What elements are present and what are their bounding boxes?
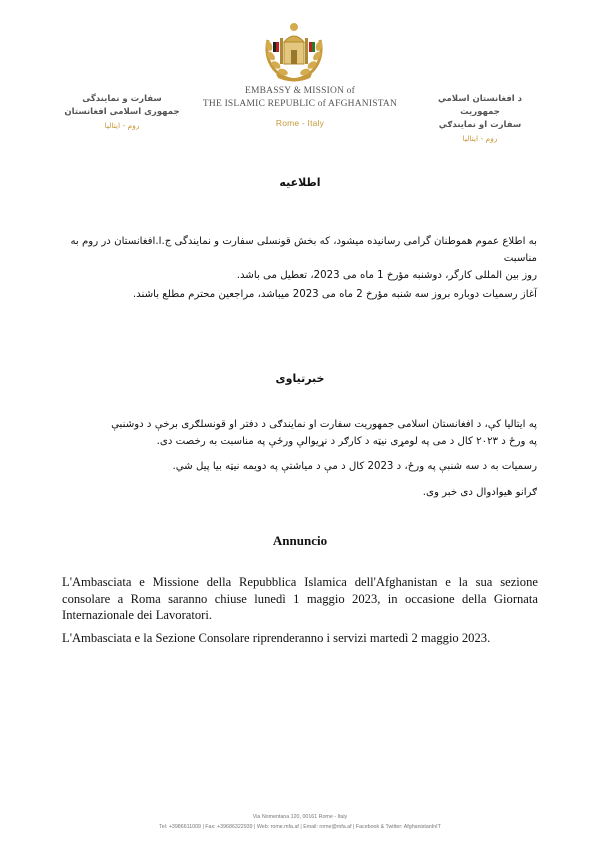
letterhead-dari-block — [62, 93, 182, 132]
letterhead-pashto-block — [420, 93, 540, 145]
footer-address: Via Nomentana 120, 00161 Rome - Italy — [252, 814, 348, 820]
pashto-org-line2: سفارت او نمايندګي — [438, 120, 522, 130]
pashto-heading: خبرتیاوی — [275, 372, 325, 385]
italian-heading: Annuncio — [272, 533, 328, 548]
dari-heading: اطلاعیه — [279, 176, 321, 189]
footer-contacts: Tel: +3986611009 | Fax: +39686322939 | Web: rome.mfa.af | Email: rome@mfa.af | Facebook & Twitter: AfghanistanInIT — [159, 824, 441, 830]
pashto-city: روم - ایتالیا — [462, 134, 498, 143]
dari-paragraph-1-line1: به اطلاع عموم هموطنان گرامی رسانیده میشود، که بخش قونسلی سفارت و نمایندگی ج.ا.افغانستان در روم به مناسبت — [70, 236, 537, 264]
dari-paragraph-2: آغاز رسمیات دوباره بروز سه شنبه مؤرخ 2 ماه می 2023 میباشد، مراجعین محترم مطلع باشند. — [132, 289, 537, 300]
italian-paragraph-1: L'Ambasciata e Missione della Repubblica Islamica dell'Afghanistan e la sua sezione consolare a Roma saranno chiuse lunedì 1 maggio 2023, in occasione della Giornata Internazionale dei Lavoratori. — [62, 575, 538, 622]
embassy-city: Rome - Italy — [275, 118, 325, 128]
pashto-paragraph-1-line2: په ورځ د ۲۰۲۳ کال د می په لومړی نیټه د کارګر د نړیوالې ورځې په مناسبت به رخصت دی. — [156, 436, 537, 447]
embassy-title-line2: THE ISLAMIC REPUBLIC of AFGHANISTAN — [202, 99, 398, 109]
dari-paragraph-1 — [62, 233, 537, 284]
italian-paragraph-2: L'Ambasciata e la Sezione Consolare riprenderanno i servizi martedì 2 maggio 2023. — [62, 631, 491, 645]
pashto-paragraph-1-line1: په ایتالیا کې، د افغانستان اسلامی جمهوریت سفارت او نمایندګی د دفتر او قونسلګری برخې د دوشنبې — [111, 419, 537, 430]
dari-city: روم - ایتالیا — [104, 121, 140, 130]
dari-org-line2: جمهوری اسلامی افغانستان — [64, 107, 180, 117]
dari-paragraph-1-line2: روز بین المللی کارگر، دوشنبه مؤرخ 1 ماه می 2023، تعطیل می باشد. — [236, 270, 537, 281]
pashto-paragraph-1 — [62, 416, 537, 450]
pashto-paragraph-3: ګرانو هیوادوال دی خبر وی. — [422, 487, 537, 498]
pashto-org-line1: د افغانستان اسلامي جمهوريت — [437, 94, 523, 117]
pashto-paragraph-2: رسمیات به د سه شنبې په ورځ، د 2023 کال د مې د میاشتې په دویمه نیټه بیا پیل شي. — [172, 461, 537, 472]
letterhead — [0, 0, 600, 143]
dari-org-line1: سفارت و نمایندگی — [82, 94, 162, 104]
embassy-title-line1: EMBASSY & MISSION of — [244, 86, 355, 96]
afghanistan-emblem-icon — [258, 18, 330, 84]
